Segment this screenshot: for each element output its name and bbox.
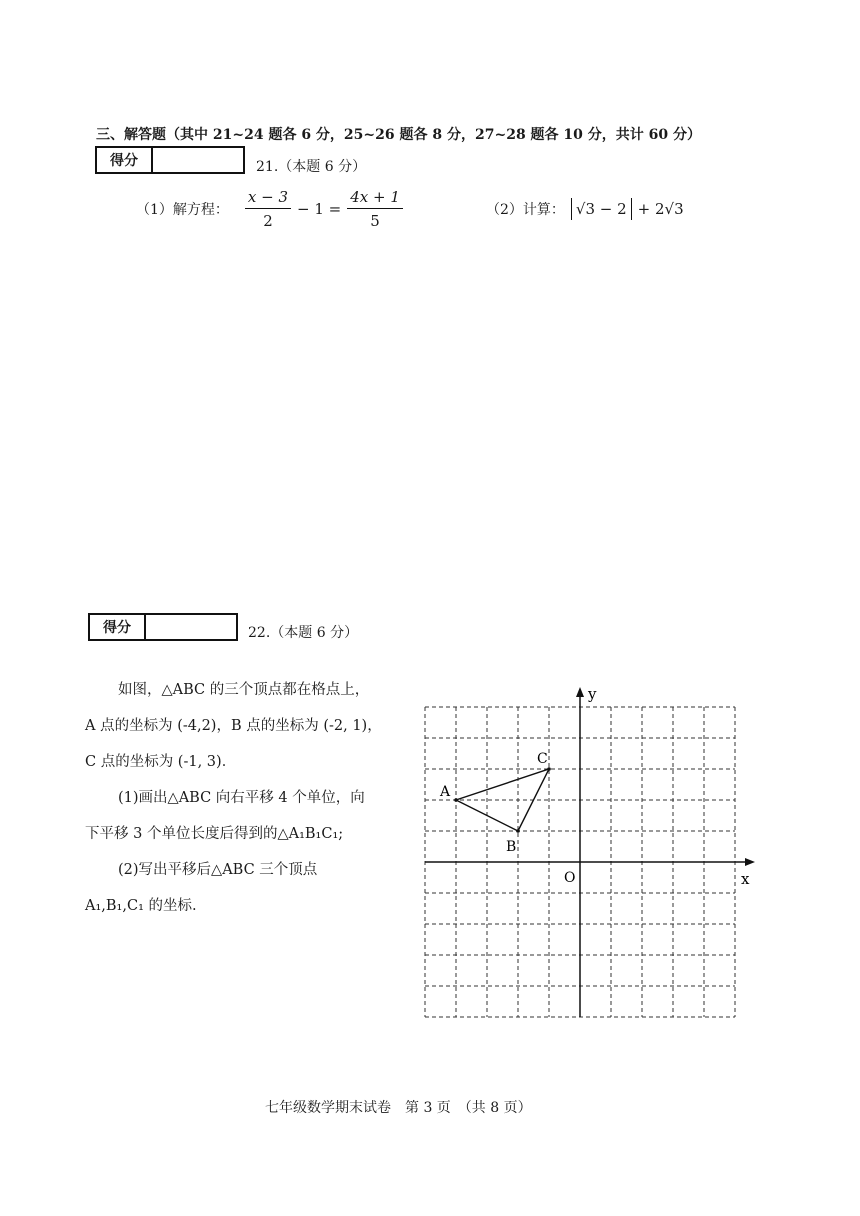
question-21-heading: 21.（本题 6 分）: [256, 159, 367, 175]
score-box-q22: [88, 613, 238, 641]
minus-one-equals: − 1 =: [297, 200, 342, 218]
q22-line: C 点的坐标为 (-1, 3)．: [85, 754, 237, 770]
fraction-rhs-numerator: 4x + 1: [347, 188, 403, 209]
coordinate-grid: [410, 680, 760, 1030]
q22-line: A₁,B₁,C₁ 的坐标.: [85, 898, 197, 914]
x-axis-arrow: [745, 858, 755, 866]
section-title: 三、解答题（其中 21~24 题各 6 分，25~26 题各 8 分，27~28 题各 10 分，共计 60 分）: [96, 127, 702, 143]
question-22-heading: 22.（本题 6 分）: [248, 625, 359, 641]
fraction-rhs: [347, 188, 403, 230]
score-label: 得分: [90, 615, 146, 639]
q22-line: A 点的坐标为 (-4,2)，B 点的坐标为 (-2, 1)，: [85, 718, 382, 734]
question-22-text: [85, 672, 415, 924]
vertex-label: A: [440, 784, 451, 800]
absolute-value-expression: √3 − 2: [571, 198, 632, 220]
y-axis-arrow: [576, 687, 584, 697]
vertex-label: C: [537, 751, 548, 767]
q22-line: (2)写出平移后△ABC 三个顶点: [118, 862, 318, 878]
score-blank[interactable]: [146, 615, 236, 639]
score-label: 得分: [97, 148, 153, 172]
page-footer: 七年级数学期末试卷 第 3 页 （共 8 页）: [265, 1100, 532, 1116]
fraction-lhs-denominator: 2: [263, 212, 273, 230]
x-axis-label: x: [741, 870, 750, 888]
plus-root-term: + 2√3: [637, 200, 684, 218]
score-box-q21: [95, 146, 245, 174]
fraction-lhs-numerator: x − 3: [245, 188, 291, 209]
q21-part2-label: （2）计算：: [486, 202, 565, 218]
q21-part1: [136, 188, 403, 230]
vertex-point: [547, 767, 551, 771]
fraction-rhs-denominator: 5: [370, 212, 380, 230]
fraction-lhs: [245, 188, 291, 230]
y-axis-label: y: [588, 685, 597, 703]
score-blank[interactable]: [153, 148, 243, 172]
vertex-point: [516, 829, 520, 833]
origin-label: O: [564, 870, 576, 886]
q22-line: (1)画出△ABC 向右平移 4 个单位，向: [118, 790, 365, 806]
vertex-point: [454, 798, 458, 802]
vertex-label: B: [506, 839, 517, 855]
q22-line: 如图，△ABC 的三个顶点都在格点上，: [118, 682, 370, 698]
q21-part2: [486, 198, 684, 220]
q21-part1-label: （1）解方程：: [136, 202, 229, 218]
q22-line: 下平移 3 个单位长度后得到的△A₁B₁C₁;: [85, 826, 344, 842]
